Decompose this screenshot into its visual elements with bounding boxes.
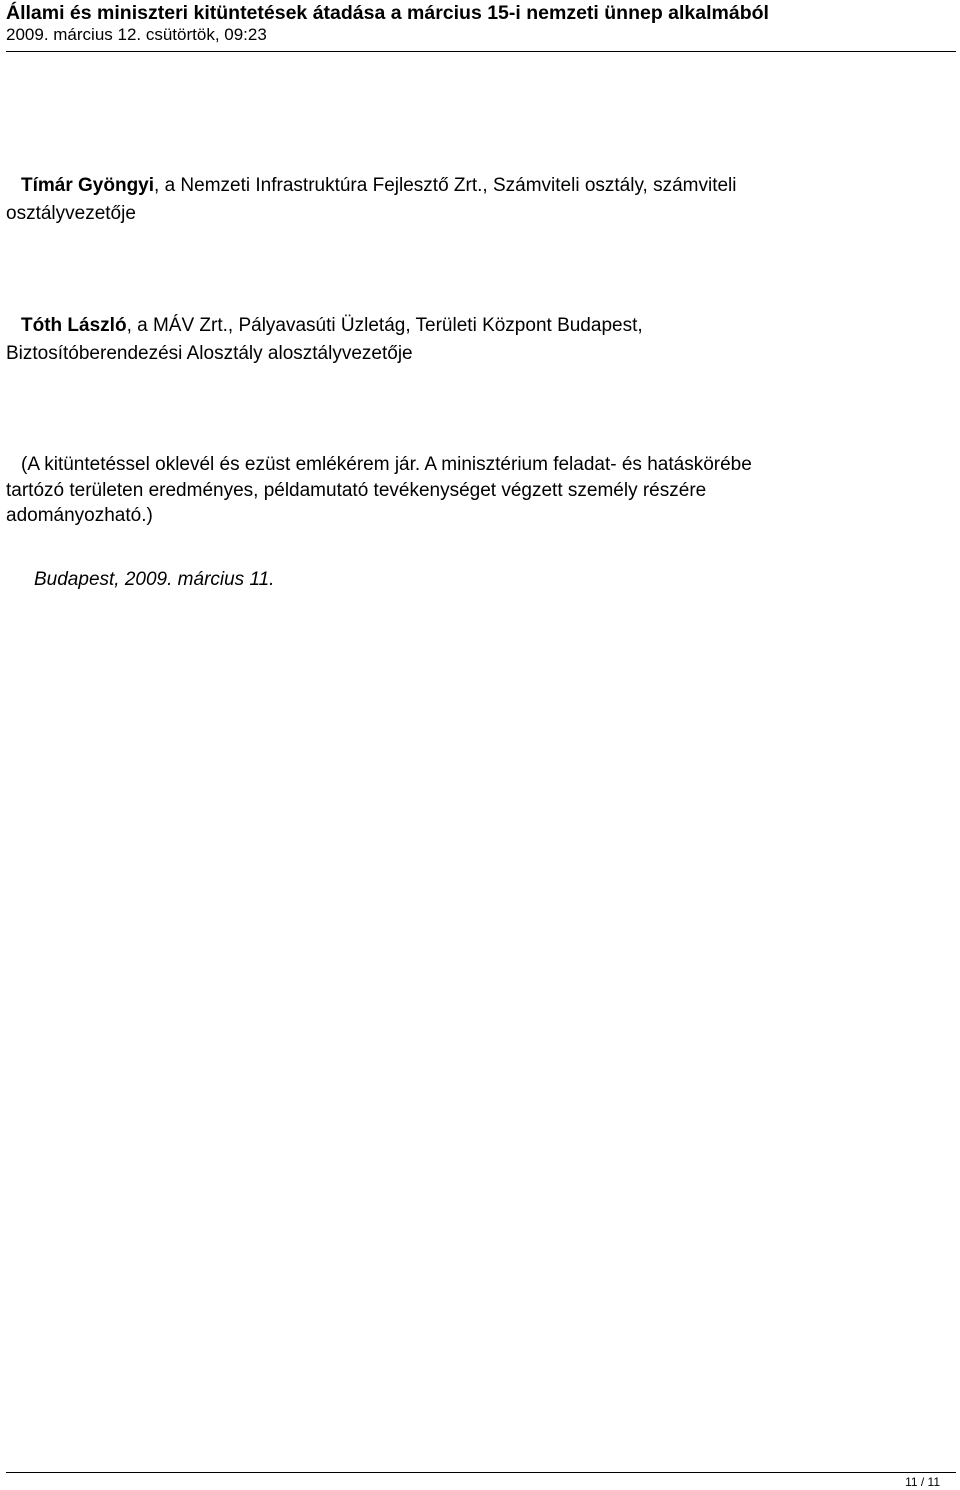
note-line-1: (A kitüntetéssel oklevél és ezüst emlékérem jár. A minisztérium feladat- és hatáskörébe <box>21 454 752 475</box>
entry-first-line <box>6 312 951 340</box>
awardee-position: , a Nemzeti Infrastruktúra Fejlesztő Zrt., Számviteli osztály, számviteli <box>154 175 737 196</box>
header-divider <box>6 51 956 52</box>
document-date: 2009. március 12. csütörtök, 09:23 <box>6 25 267 44</box>
award-entry-timar <box>6 172 951 228</box>
awardee-name: Tímár Gyöngyi <box>21 175 155 196</box>
awardee-position: , a MÁV Zrt., Pályavasúti Üzletág, Területi Központ Budapest, <box>126 315 643 336</box>
entry-first-line <box>6 172 951 200</box>
note-line-3: adományozható.) <box>6 505 153 526</box>
award-note <box>6 452 951 529</box>
document-title: Állami és miniszteri kitüntetések átadása a március 15-i nemzeti ünnep alkalmából <box>6 2 769 24</box>
page-number: 11 / 11 <box>905 1475 940 1489</box>
note-line-2: tartózó területen eredményes, példamutató tevékenységet végzett személy részére <box>6 479 707 501</box>
award-entry-toth <box>6 312 951 368</box>
signature-place-date: Budapest, 2009. március 11. <box>34 569 275 590</box>
document-header <box>6 2 956 46</box>
entry-second-line: Biztosítóberendezési Alosztály alosztályvezetője <box>6 343 413 364</box>
footer-divider <box>6 1472 956 1473</box>
awardee-name: Tóth László <box>21 315 127 336</box>
entry-second-line: osztályvezetője <box>6 203 136 224</box>
